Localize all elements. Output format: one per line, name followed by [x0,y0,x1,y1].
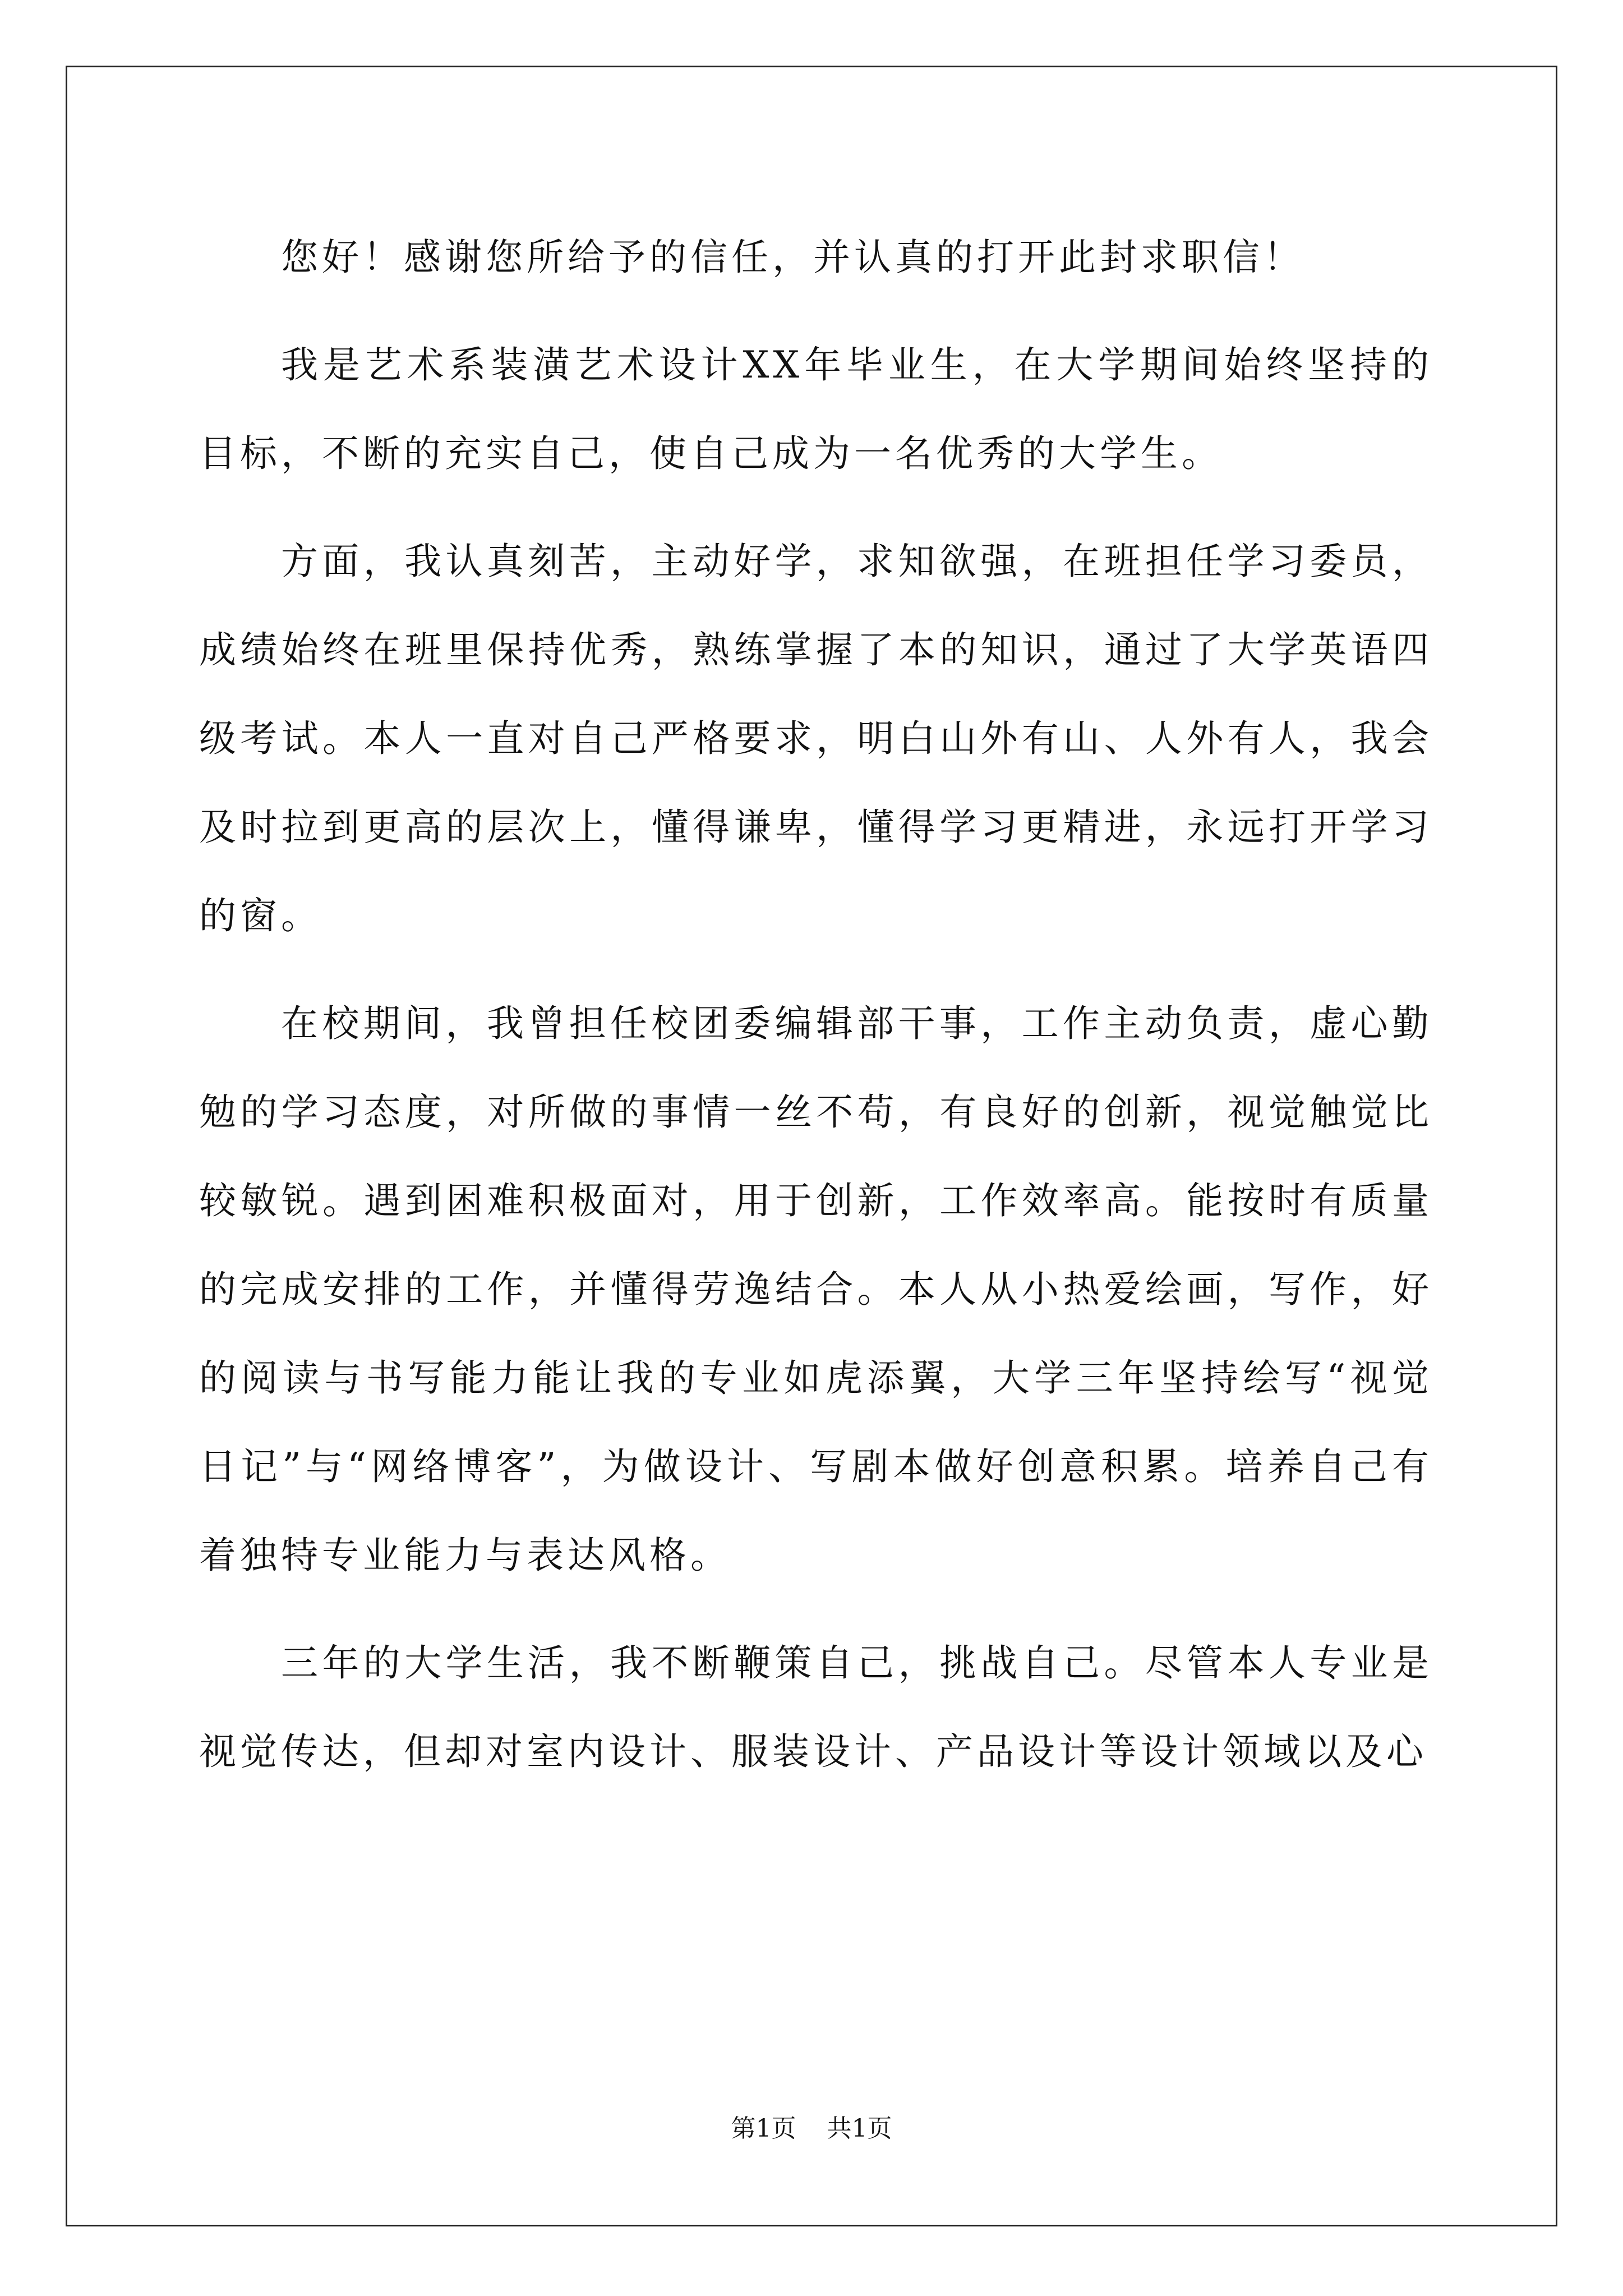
page-footer [0,2112,1623,2146]
page-number: 第1页 [731,2114,796,2143]
paragraph-greeting: 您好！感谢您所给予的信任，并认真的打开此封求职信！ [281,236,1304,279]
paragraph-campus: 在校期间，我曾担任校团委编辑部干事，工作主动负责，虚心勤勉的学习态度，对所做的事情一丝不苟，有良好的创新，视觉触觉比较敏锐。遇到困难积极面对，用于创新，工作效率高。能按时有质量的完成安排的工作，并懂得劳逸结合。本人从小热爱绘画，写作，好的阅读与书写能力能让我的专业如虎添翼，大学三年坚持绘写“视觉日记”与“网络博客”，为做设计、写剧本做好创意积累。培养自己有着独特专业能力与表达风格。 [199,1002,1433,1577]
paragraph-growth: 三年的大学生活，我不断鞭策自己，挑战自己。尽管本人专业是视觉传达，但却对室内设计、服装设计、产品设计等设计领域以及心 [199,1641,1433,1773]
paragraph-study: 方面，我认真刻苦，主动好学，求知欲强，在班担任学习委员，成绩始终在班里保持优秀，熟练掌握了本的知识，通过了大学英语四级考试。本人一直对自己严格要求，明白山外有山、人外有人，我会及时拉到更高的层次上，懂得谦卑，懂得学习更精进，永远打开学习的窗。 [199,540,1433,937]
page-total: 共1页 [827,2114,892,2143]
paragraph-intro: 我是艺术系装潢艺术设计XX年毕业生，在大学期间始终坚持的目标，不断的充实自己，使自己成为一名优秀的大学生。 [199,343,1433,475]
document-body [199,213,1433,1815]
